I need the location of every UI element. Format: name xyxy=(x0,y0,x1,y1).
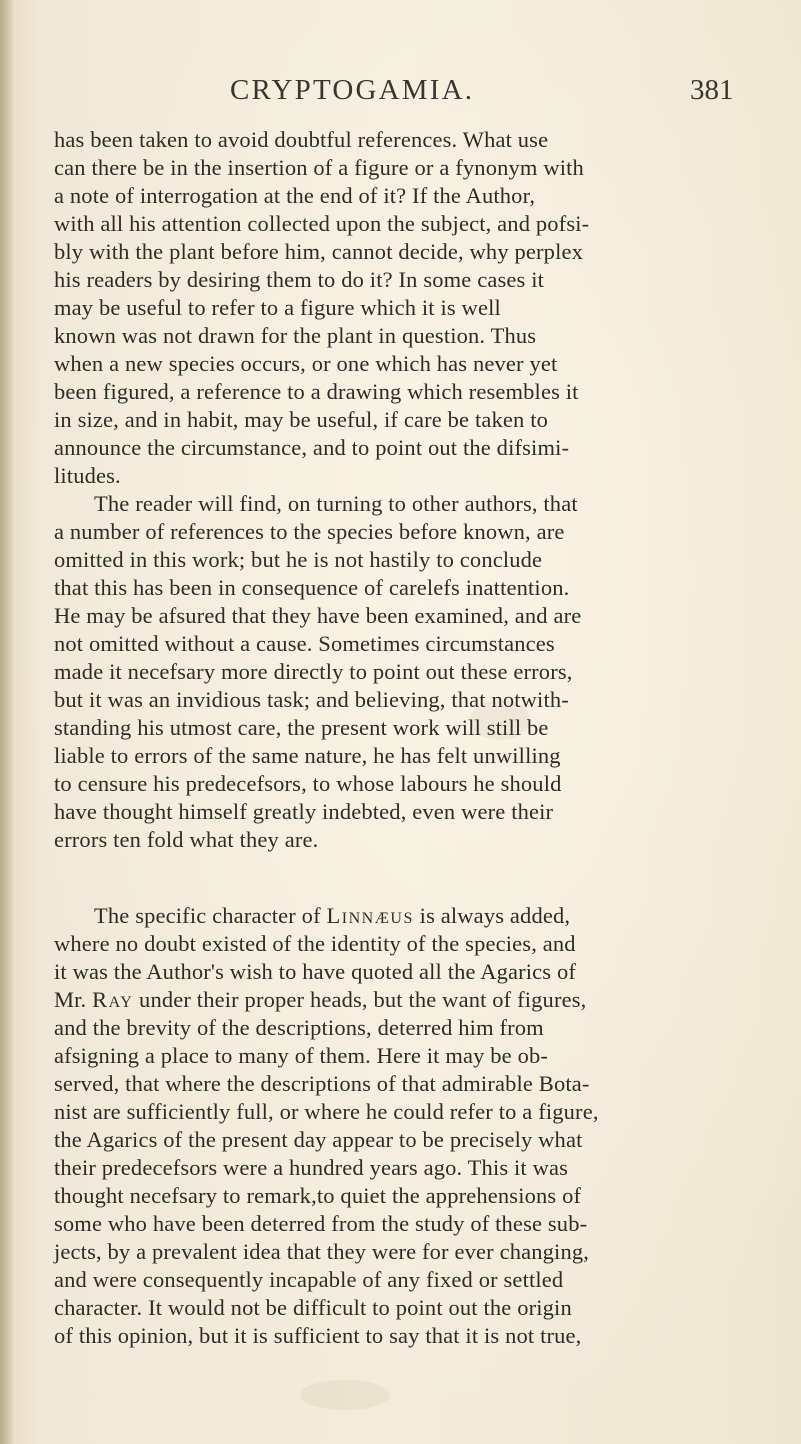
text-line: their predecefsors were a hundred years ago. This it was xyxy=(54,1155,569,1180)
text-line: bly with the plant before him, cannot decide, why perplex xyxy=(54,239,584,264)
text-line: to censure his predecefsors, to whose labours he should xyxy=(54,771,562,796)
text-line: liable to errors of the same nature, he has felt unwilling xyxy=(54,743,561,768)
text-line: nist are sufficiently full, or where he could refer to a figure, xyxy=(54,1099,599,1124)
author-name-ray: Ray xyxy=(92,987,134,1012)
text-line: can there be in the insertion of a figure or a fynonym with xyxy=(54,155,584,180)
text-line: not omitted without a cause. Sometimes circumstances xyxy=(54,631,555,656)
paper-stain xyxy=(300,1380,390,1410)
running-head xyxy=(0,74,801,114)
text-line: The reader will find, on turning to other authors, that xyxy=(94,491,578,516)
page-gutter-shadow xyxy=(0,0,14,1444)
text-line: afsigning a place to many of them. Here it may be ob- xyxy=(54,1043,549,1068)
text-line: may be useful to refer to a figure which it is well xyxy=(54,295,501,320)
text-line: the Agarics of the present day appear to be precisely what xyxy=(54,1127,583,1152)
text-line xyxy=(54,986,586,1014)
text-line: standing his utmost care, the present work will still be xyxy=(54,715,549,740)
text-line: that this has been in consequence of carelefs inattention. xyxy=(54,575,570,600)
text-line: when a new species occurs, or one which has never yet xyxy=(54,351,558,376)
text-line: have thought himself greatly indebted, even were their xyxy=(54,799,554,824)
text-line: He may be afsured that they have been examined, and are xyxy=(54,603,582,628)
text-line: omitted in this work; but he is not hastily to conclude xyxy=(54,547,543,572)
text-line: a number of references to the species before known, are xyxy=(54,519,565,544)
text-fragment: The specific character of xyxy=(94,903,327,928)
text-line: where no doubt existed of the identity of the species, and xyxy=(54,931,576,956)
text-line: his readers by desiring them to do it? In some cases it xyxy=(54,267,545,292)
text-line: character. It would not be difficult to point out the origin xyxy=(54,1295,572,1320)
text-line: thought necefsary to remark,to quiet the apprehensions of xyxy=(54,1183,582,1208)
text-line: some who have been deterred from the study of these sub- xyxy=(54,1211,588,1236)
text-line: and were consequently incapable of any fixed or settled xyxy=(54,1267,564,1292)
text-line: and the brevity of the descriptions, deterred him from xyxy=(54,1015,544,1040)
text-fragment: Mr. xyxy=(54,987,93,1012)
text-line: known was not drawn for the plant in question. Thus xyxy=(54,323,537,348)
text-fragment: under their proper heads, but the want of figures, xyxy=(133,987,587,1012)
text-line: in size, and in habit, may be useful, if care be taken to xyxy=(54,407,549,432)
text-line: announce the circumstance, and to point out the difsimi- xyxy=(54,435,570,460)
author-name-linnaeus: Linnæus xyxy=(326,903,414,928)
text-line xyxy=(94,902,570,930)
text-line: errors ten fold what they are. xyxy=(54,827,319,852)
page-number: 381 xyxy=(690,74,734,106)
text-line: but it was an invidious task; and believing, that notwith- xyxy=(54,687,569,712)
running-title: CRYPTOGAMIA. xyxy=(230,74,475,106)
text-line: litudes. xyxy=(54,463,121,488)
text-line: served, that where the descriptions of that admirable Bota- xyxy=(54,1071,590,1096)
text-line: has been taken to avoid doubtful references. What use xyxy=(54,127,549,152)
text-line: of this opinion, but it is sufficient to say that it is not true, xyxy=(54,1323,582,1348)
text-line: it was the Author's wish to have quoted all the Agarics of xyxy=(54,959,577,984)
text-line: jects, by a prevalent idea that they were for ever changing, xyxy=(54,1239,590,1264)
text-line: made it necefsary more directly to point out these errors, xyxy=(54,659,573,684)
text-fragment: is always added, xyxy=(413,903,571,928)
text-line: been figured, a reference to a drawing which resembles it xyxy=(54,379,579,404)
text-line: a note of interrogation at the end of it? If the Author, xyxy=(54,183,536,208)
text-line: with all his attention collected upon the subject, and pofsi- xyxy=(54,211,590,236)
